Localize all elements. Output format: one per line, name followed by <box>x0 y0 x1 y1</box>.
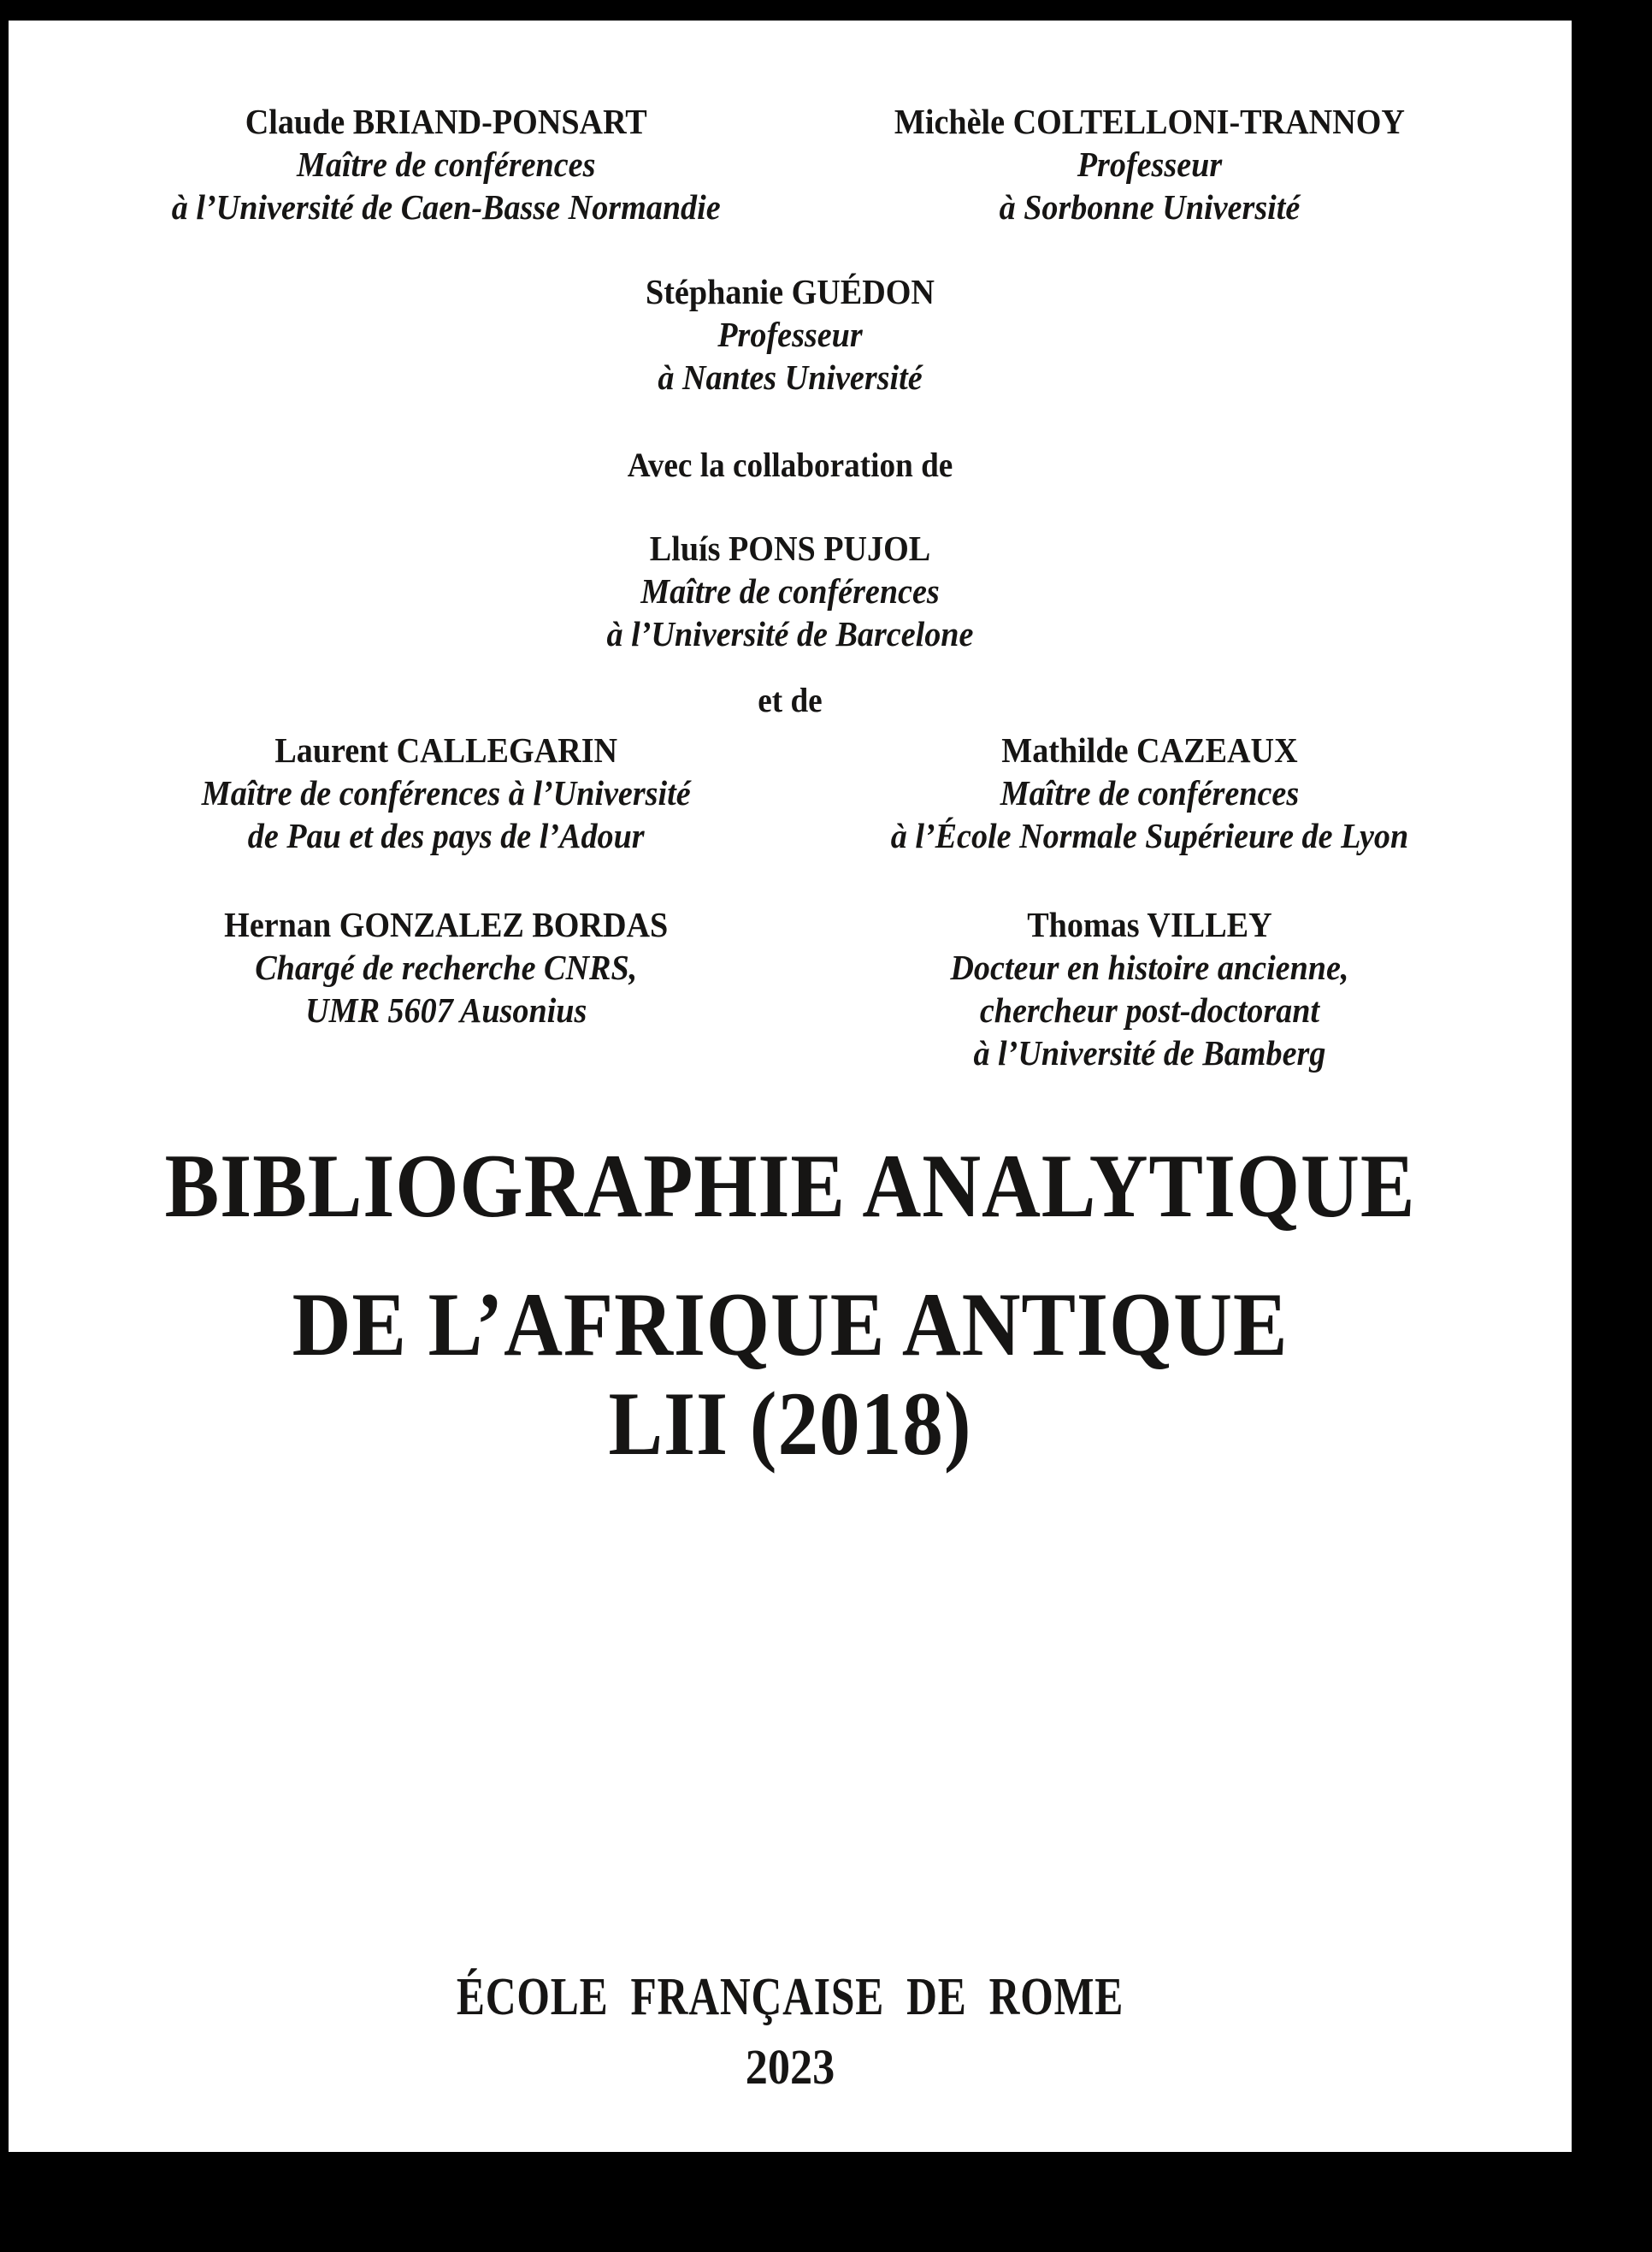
and-of-label: et de <box>758 681 823 719</box>
author-name: Thomas VILLEY <box>1027 905 1272 944</box>
book-title-volume-line: LII (2018) <box>608 1374 972 1474</box>
collaboration-label: Avec la collaboration de <box>627 446 953 484</box>
author-role-line: de Pau et des pays de l’Adour <box>247 816 645 855</box>
collaborator-block-gonzalez-bordas <box>97 903 795 1031</box>
author-block-briand-ponsart <box>97 100 795 228</box>
book-title-line: BIBLIOGRAPHIE ANALYTIQUE <box>164 1136 1416 1236</box>
collaborator-block-cazeaux <box>815 729 1484 857</box>
author-role-line: à l’Université de Caen-Basse Normandie <box>171 187 721 227</box>
author-role-line: à l’Université de Barcelone <box>606 614 974 653</box>
author-name: Laurent CALLEGARIN <box>274 730 618 770</box>
author-role-line: chercheur post-doctorant <box>979 990 1320 1030</box>
author-block-coltelloni-trannoy <box>815 100 1484 228</box>
author-role-line: Professeur <box>717 315 863 354</box>
author-role-line: à Sorbonne Université <box>999 187 1301 227</box>
book-title-page <box>9 21 1572 2152</box>
author-role-line: Professeur <box>1077 145 1223 184</box>
collaborator-block-pons-pujol <box>63 527 1517 655</box>
edition-year: 2023 <box>745 2039 835 2095</box>
author-role-line: Maître de conférences <box>1000 773 1300 813</box>
author-name: Lluís PONS PUJOL <box>649 529 931 568</box>
author-role-line: UMR 5607 Ausonius <box>305 990 587 1030</box>
author-role-line: Maître de conférences <box>297 145 596 184</box>
author-name: Michèle COLTELLONI-TRANNOY <box>894 102 1405 141</box>
author-name: Mathilde CAZEAUX <box>1001 730 1298 770</box>
author-block-guedon <box>63 270 1517 399</box>
collaborator-block-callegarin <box>97 729 795 857</box>
book-title-line: DE L’AFRIQUE ANTIQUE <box>292 1274 1289 1374</box>
collaborator-block-villey <box>815 903 1484 1074</box>
author-name: Hernan GONZALEZ BORDAS <box>224 905 669 944</box>
author-role-line: Maître de conférences <box>640 571 940 611</box>
author-role-line: Chargé de recherche CNRS, <box>255 948 638 987</box>
author-role-line: à l’École Normale Supérieure de Lyon <box>890 816 1409 855</box>
author-role-line: Maître de conférences à l’Université <box>201 773 691 813</box>
author-name: Claude BRIAND-PONSART <box>245 102 647 141</box>
author-role-line: à Nantes Université <box>658 358 923 397</box>
author-name: Stéphanie GUÉDON <box>646 272 935 311</box>
author-role-line: Docteur en histoire ancienne, <box>950 948 1349 987</box>
publisher-name: ÉCOLE FRANÇAISE DE ROME <box>456 1968 1124 2026</box>
author-role-line: à l’Université de Bamberg <box>973 1033 1326 1073</box>
